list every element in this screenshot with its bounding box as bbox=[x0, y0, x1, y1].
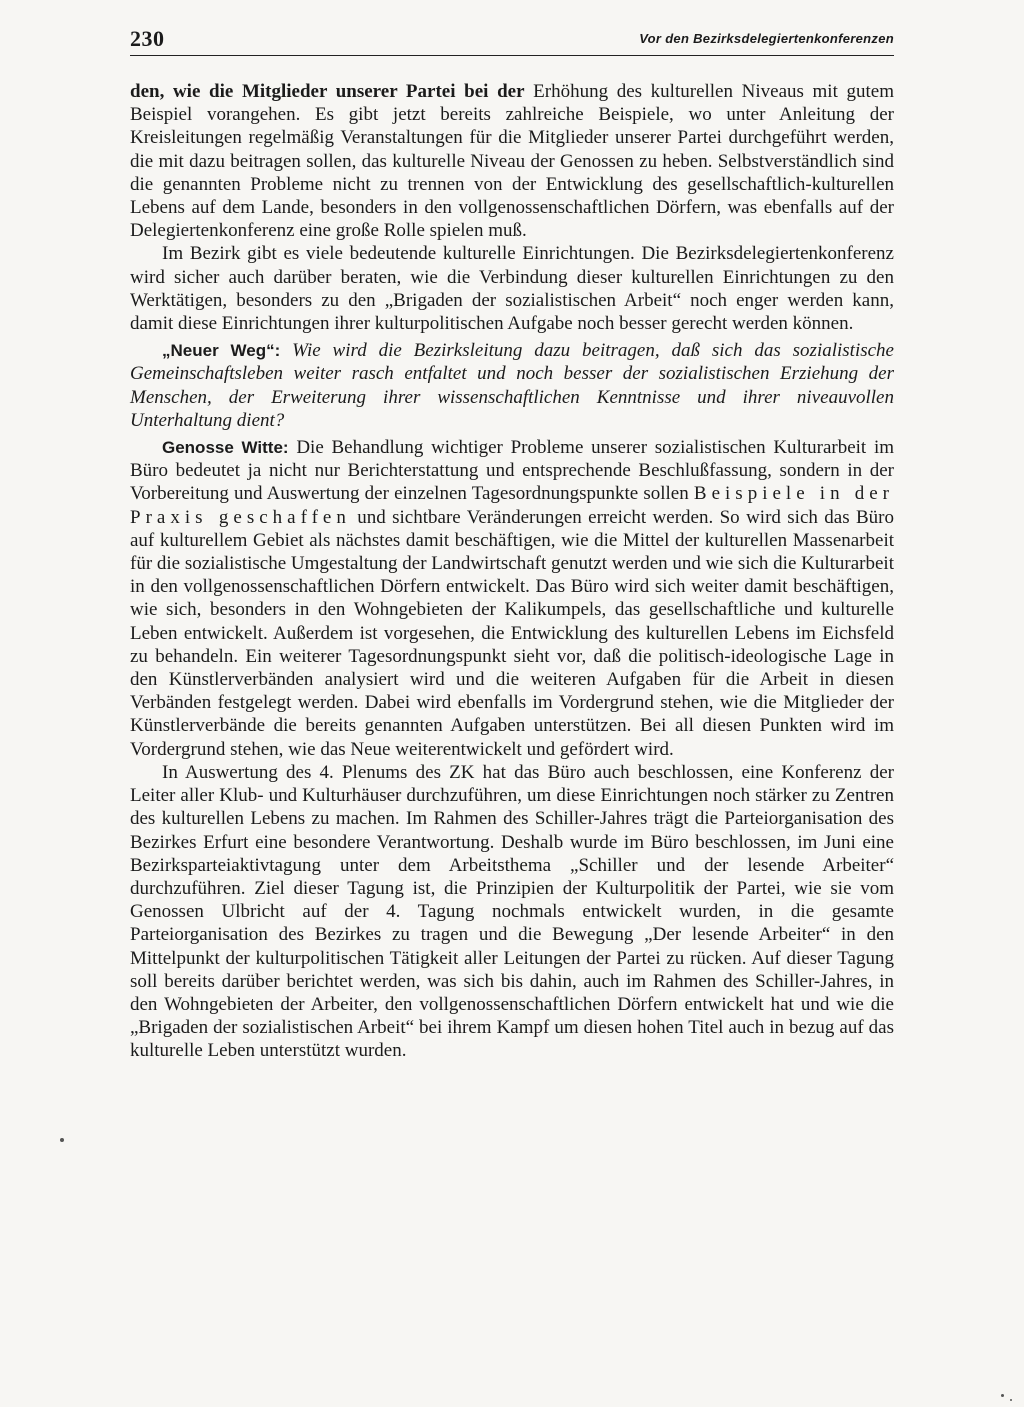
interview-question bbox=[130, 339, 894, 432]
running-head: Vor den Bezirksdelegiertenkonferenzen bbox=[639, 31, 894, 46]
body-text bbox=[130, 80, 894, 1063]
paragraph-cultural-institutions: Im Bezirk gibt es viele bedeutende kulturelle Einrichtungen. Die Bezirksdelegiertenkonferenz wird sicher auch darüber beraten, wie die Verbindung dieser kulturellen Einrichtungen zu den Werktätigen, besonders zu den „Brigaden der sozialistischen Arbeit“ noch enger werden kann, damit diese Einrichtungen ihrer kulturpolitischen Aufgabe noch besser gerecht werden können. bbox=[130, 243, 894, 335]
answer-speaker: Genosse Witte: bbox=[162, 438, 289, 458]
paragraph-plenum-evaluation: In Auswertung des 4. Plenums des ZK hat das Büro auch beschlossen, eine Konferenz der Leiter aller Klub- und Kulturhäuser durchzuführen, um diese Einrichtungen noch stärker zu Zentren des kulturellen Lebens zu machen. Im Rahmen des Schiller-Jahres trägt die Parteiorganisation des Bezirkes Erfurt eine besondere Verantwortung. Deshalb wurde im Büro beschlossen, im Juni eine Bezirksparteiaktivtagung unter dem Arbeitsthema „Schiller und der lesende Arbeiter“ durchzuführen. Ziel dieser Tagung ist, die Prinzipien der Kulturpolitik der Partei, wie sie vom Genossen Ulbricht auf der 4. Tagung nochmals entwickelt wurden, in die gesamte Parteiorganisation des Bezirkes zu tragen und die Bewegung „Der lesende Arbeiter“ in den Mittelpunkt der kulturpolitischen Tätigkeit aller Leitungen der Partei zu rücken. Auf dieser Tagung soll bereits darüber berichtet werden, was sich bis dahin, auch im Rahmen des Schiller-Jahres, in den Wohngebieten der Arbeiter, den vollgenossenschaftlichen Dörfern entwickelt hat und wie die „Brigaden der sozialistischen Arbeit“ bei ihrem Kampf um diesen hohen Titel auch in bezug auf das kulturelle Leben unterstützt wurden. bbox=[130, 761, 894, 1062]
interview-answer bbox=[130, 436, 894, 761]
paragraph-lead-text: den, wie die Mitglieder unserer Partei bei der bbox=[130, 81, 525, 102]
scan-speck bbox=[1001, 1394, 1004, 1397]
answer-text-part-2: und sichtbare Veränderungen erreicht werden. So wird sich das Büro auf kulturellem Gebiet als nächstes damit beschäftigen, wie die Mittel der kulturellen Massenarbeit für die sozialistische Umgestaltung der Landwirtschaft genutzt werden und wie sich die Kulturarbeit in den vollgenossenschaftlichen Dörfern entwickelt. Das Büro wird sich weiter damit beschäftigen, wie sich, besonders in den Wohngebieten der Kalikumpels, das gesellschaftliche und kulturelle Leben entwickelt. Außerdem ist vorgesehen, die Entwicklung des kulturellen Lebens im Eichsfeld zu behandeln. Ein weiterer Tagesordnungspunkt sieht vor, daß die politisch-ideologische Lage in den Künstlerverbänden analysiert wird und die weiteren Aufgaben für die Arbeit in diesen Verbänden festgelegt werden. Dabei wird ebenfalls im Vordergrund stehen, wie die Mitglieder der Künstlerverbände die bereits genannten Aufgaben unterstützen. Bei all diesen Punkten wird im Vordergrund stehen, wie das Neue weiterentwickelt und gefördert wird. bbox=[130, 506, 895, 760]
scan-speck bbox=[60, 1138, 64, 1142]
question-speaker: „Neuer Weg“: bbox=[162, 341, 281, 361]
header-rule bbox=[130, 55, 894, 56]
paragraph-continuation bbox=[130, 80, 894, 242]
page-header bbox=[130, 26, 894, 54]
answer-text-part-1: Die Behandlung wichtiger Probleme unserer sozialistischen Kulturarbeit im Büro bedeutet ja nicht nur Berichterstattung und entsprechende Beschlußfassung, sondern in der Vorbereitung und Auswertung der einzelnen Tagesordnungspunkte sollen bbox=[130, 437, 894, 505]
question-text: Wie wird die Bezirksleitung dazu beitragen, daß sich das sozialistische Gemeinschaftsleben weiter rasch entfaltet und noch besser der sozialistischen Erziehung der Menschen, der Erweiterung ihrer wissenschaftlichen Kenntnisse und ihrer niveauvollen Unterhaltung dient? bbox=[130, 340, 894, 431]
scan-speck bbox=[1010, 1399, 1012, 1401]
answer-emphasis-spaced: Beispiele in der Praxis geschaffen bbox=[130, 483, 894, 528]
paragraph-text: Erhöhung des kulturellen Niveaus mit gutem Beispiel vorangehen. Es gibt jetzt bereits zahlreiche Beispiele, wo unter Anleitung der Kreisleitungen regelmäßig Veranstaltungen für die Mitglieder unserer Partei durchgeführt werden, die mit dazu beitragen sollen, das kulturelle Niveau der Genossen zu heben. Selbstverständlich sind die genannten Probleme nicht zu trennen von der Entwicklung des gesellschaftlich-kulturellen Lebens auf dem Lande, besonders in den vollgenossenschaftlichen Dörfern, was ebenfalls auf der Delegiertenkonferenz eine große Rolle spielen muß. bbox=[130, 81, 894, 242]
page-number: 230 bbox=[130, 26, 165, 51]
